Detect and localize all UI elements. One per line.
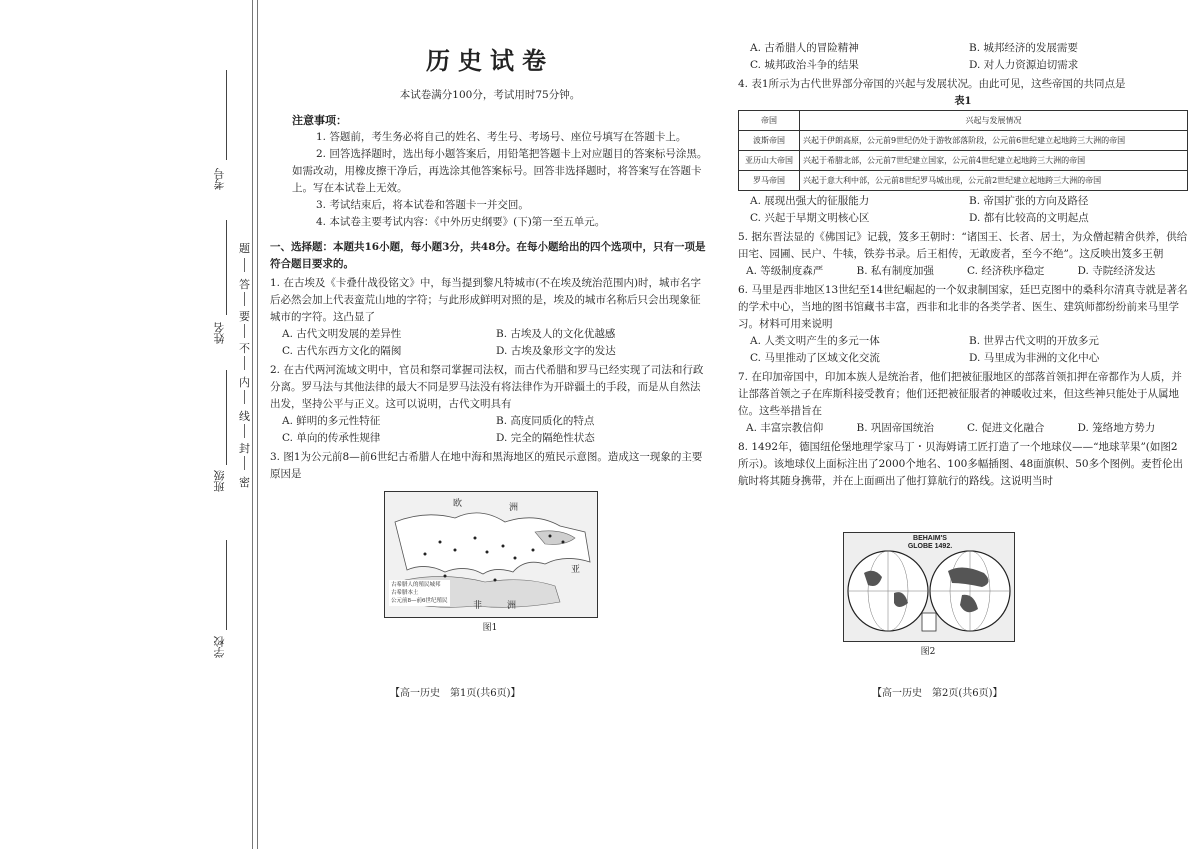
option: C. 单向的传承性规律 xyxy=(282,432,381,444)
question-3: 3. 图1为公元前8—前6世纪古希腊人在地中海和黑海地区的殖民示意图。造成这一现象的主要原因是 xyxy=(270,451,703,480)
question-6: 6. 马里是西非地区13世纪至14世纪崛起的一个奴隶制国家，廷巴克图中的桑科尔清真寺就是著名的学术中心，当地的图书馆藏书丰富，西非和北非的各类学者、医生、建筑师都纷纷前来马里学习。材料可用来说明 xyxy=(738,284,1188,330)
figure-2-globe xyxy=(843,532,1015,642)
seal-text: 要 xyxy=(239,310,250,323)
map-label: 洲 xyxy=(507,601,517,611)
page-2 xyxy=(738,40,1188,490)
class-label: 班级 xyxy=(213,470,226,492)
option: B. 古埃及人的文化优越感 xyxy=(496,328,616,340)
question-5: 5. 据东晋法显的《佛国记》记载，笈多王朝时：“诸国王、长者、居士，为众僧起精舍供养，供给田宅、园圃、民户、牛犊，铁券书录。后王相传，无敢废者，至今不绝”。这反映出笈多王朝 xyxy=(738,231,1188,260)
map-legend xyxy=(389,580,450,606)
option: D. 完全的隔绝性状态 xyxy=(496,432,595,444)
notice-item: 2. 回答选择题时，选出每小题答案后，用铅笔把答题卡上对应题目的答案标号涂黑。如需改动，用橡皮擦干净后，再选涂其他答案标号。回答非选择题时，将答案写在答题卡上。写在本试卷上无效。 xyxy=(292,148,708,194)
option: B. 城邦经济的发展需要 xyxy=(969,42,1078,54)
seal-text: 不 xyxy=(239,342,250,355)
name-label: 姓名 xyxy=(213,322,226,344)
table-cell: 兴起于希腊北部，公元前7世纪建立国家，公元前4世纪建立起地跨三大洲的帝国 xyxy=(800,151,1188,171)
table-header-row xyxy=(739,111,1188,131)
table-header-cell: 兴起与发展情况 xyxy=(800,111,1188,131)
option: A. 等级制度森严 xyxy=(746,265,824,277)
school-line xyxy=(226,540,227,630)
notice-item: 3. 考试结束后，将本试卷和答题卡一并交回。 xyxy=(316,199,529,211)
option: B. 帝国扩张的方向及路径 xyxy=(969,195,1089,207)
question-6-options xyxy=(738,333,1188,367)
question-8: 8. 1492年，德国纽伦堡地理学家马丁・贝海姆请工匠打造了一个地球仪——“地球苹果”(如图2所示)。该地球仪上面标注出了2000个地名、100多幅插图、48面旗帜、50多个图例。麦哲伦出航时将其随身携带，并在上面画出了他打算航行的路线。这说明当时 xyxy=(738,441,1184,487)
binding-margin xyxy=(0,0,250,849)
class-line xyxy=(226,370,227,465)
question-2-options xyxy=(270,413,710,447)
map-label: 非 xyxy=(473,601,483,611)
seal-text: 密 xyxy=(239,476,250,489)
option: B. 世界古代文明的开放多元 xyxy=(969,335,1099,347)
legend-item: 公元前8—前6世纪殖民 xyxy=(391,598,448,604)
seal-dash xyxy=(244,456,245,470)
exam-number-line xyxy=(226,70,227,160)
seal-dash xyxy=(244,324,245,338)
page-1-footer: 【高一历史 第1页(共6页)】 xyxy=(390,688,521,699)
option: D. 马里成为非洲的文化中心 xyxy=(969,352,1100,364)
option: A. 丰富宗教信仰 xyxy=(746,422,824,434)
seal-dash xyxy=(244,390,245,404)
question-3-options xyxy=(738,40,1188,74)
seal-text: 封 xyxy=(239,442,250,455)
notice-item: 4. 本试卷主要考试内容：《中外历史纲要》(下)第一至五单元。 xyxy=(316,216,606,228)
table-cell: 兴起于意大利中部，公元前8世纪罗马城出现，公元前2世纪建立起地跨三大洲的帝国 xyxy=(800,171,1188,191)
map-label: 亚 xyxy=(571,565,581,575)
seal-text: 内 xyxy=(239,376,250,389)
option: A. 展现出强大的征服能力 xyxy=(750,195,870,207)
seal-dash xyxy=(244,292,245,306)
notice-list xyxy=(270,129,710,231)
question-4: 4. 表1所示为古代世界部分帝国的兴起与发展状况。由此可见，这些帝国的共同点是 xyxy=(738,78,1126,90)
map-label: 洲 xyxy=(509,503,519,513)
exam-number-label: 考号 xyxy=(213,168,226,190)
seal-text: 题 xyxy=(239,242,250,255)
legend-item: 古希腊人的殖民城邦 xyxy=(391,582,441,588)
question-1: 1. 在古埃及《卡叠什战役铭文》中，每当提到黎凡特城市(不在埃及统治范围内)时，城市名字后必然会加上代表蛮荒山地的字符；与此形成鲜明对照的是，埃及的城市名称后只会出现象征城市的字符。这凸显了 xyxy=(270,277,702,323)
table-row xyxy=(739,131,1188,151)
seal-text: 线 xyxy=(239,410,250,423)
option: D. 都有比较高的文明起点 xyxy=(969,212,1089,224)
globe-label: BEHAIM'S GLOBE 1492. xyxy=(902,535,958,551)
figure-2-caption: 图2 xyxy=(920,647,936,657)
option: D. 对人力资源迫切需求 xyxy=(969,59,1079,71)
table-cell: 亚历山大帝国 xyxy=(739,151,800,171)
option: A. 古代文明发展的差异性 xyxy=(282,328,402,340)
option: D. 寺院经济发达 xyxy=(1077,265,1156,277)
question-5-options xyxy=(738,263,1188,280)
school-label: 学校 xyxy=(213,636,226,658)
option: C. 兴起于早期文明核心区 xyxy=(750,212,870,224)
seal-dash xyxy=(244,258,245,272)
seal-text: 答 xyxy=(239,278,250,291)
table-header-cell: 帝国 xyxy=(739,111,800,131)
question-4-options xyxy=(738,193,1188,227)
option: A. 鲜明的多元性特征 xyxy=(282,415,381,427)
notice-heading: 注意事项： xyxy=(292,114,347,127)
page-1 xyxy=(270,0,710,637)
option: C. 古代东西方文化的隔阂 xyxy=(282,345,402,357)
exam-title: 历史试卷 xyxy=(426,46,554,75)
table-row xyxy=(739,151,1188,171)
option: C. 马里推动了区域文化交流 xyxy=(750,352,880,364)
table-1-caption: 表1 xyxy=(954,96,972,107)
option: A. 人类文明产生的多元一体 xyxy=(750,335,880,347)
option: C. 城邦政治斗争的结果 xyxy=(750,59,859,71)
option: C. 经济秩序稳定 xyxy=(967,265,1045,277)
option: B. 巩固帝国统治 xyxy=(856,422,934,434)
seal-dash xyxy=(244,356,245,370)
option: B. 私有制度加强 xyxy=(856,265,934,277)
option: A. 古希腊人的冒险精神 xyxy=(750,42,859,54)
binding-line xyxy=(257,0,258,849)
table-cell: 罗马帝国 xyxy=(739,171,800,191)
option: D. 古埃及象形文字的发达 xyxy=(496,345,616,357)
binding-line xyxy=(252,0,253,849)
table-1 xyxy=(738,110,1188,191)
page-2-footer: 【高一历史 第2页(共6页)】 xyxy=(872,688,1003,699)
table-cell: 波斯帝国 xyxy=(739,131,800,151)
seal-dash xyxy=(244,424,245,438)
map-label: 欧 xyxy=(453,499,463,509)
question-1-options xyxy=(270,326,710,360)
notice-item: 1. 答题前，考生务必将自己的姓名、考生号、考场号、座位号填写在答题卡上。 xyxy=(316,131,687,143)
section-heading: 一、选择题：本题共16小题，每小题3分，共48分。在每小题给出的四个选项中，只有一项是符合题目要求的。 xyxy=(270,241,706,270)
table-row xyxy=(739,171,1188,191)
figure-1-map xyxy=(384,491,598,618)
exam-meta: 本试卷满分100分，考试用时75分钟。 xyxy=(399,89,581,101)
option: C. 促进文化融合 xyxy=(967,422,1045,434)
legend-item: 古希腊本土 xyxy=(391,590,419,596)
figure-1-caption: 图1 xyxy=(482,623,498,633)
question-7: 7. 在印加帝国中，印加本族人是统治者，他们把被征服地区的部落首领扣押在帝都作为人质，并让部落首领之子在库斯科接受教育；他们还把被征服者的神暖收过来，但这些神只能处于从属地位。这些举措旨在 xyxy=(738,371,1182,417)
name-line xyxy=(226,220,227,315)
question-7-options xyxy=(738,420,1188,437)
option: B. 高度同质化的特点 xyxy=(496,415,595,427)
question-2: 2. 在古代两河流域文明中，官员和祭司掌握司法权，而古代希腊和罗马已经实现了司法和行政分离。罗马法与其他法律的最大不同是罗马法没有将法律作为开辟疆土的手段，而是从自然法出发，坚持公平与正义。这可以说明，古代文明具有 xyxy=(270,364,704,410)
option: D. 笼络地方势力 xyxy=(1077,422,1156,434)
table-cell: 兴起于伊朗高原，公元前9世纪仍处于游牧部落阶段，公元前6世纪建立起地跨三大洲的帝国 xyxy=(800,131,1188,151)
